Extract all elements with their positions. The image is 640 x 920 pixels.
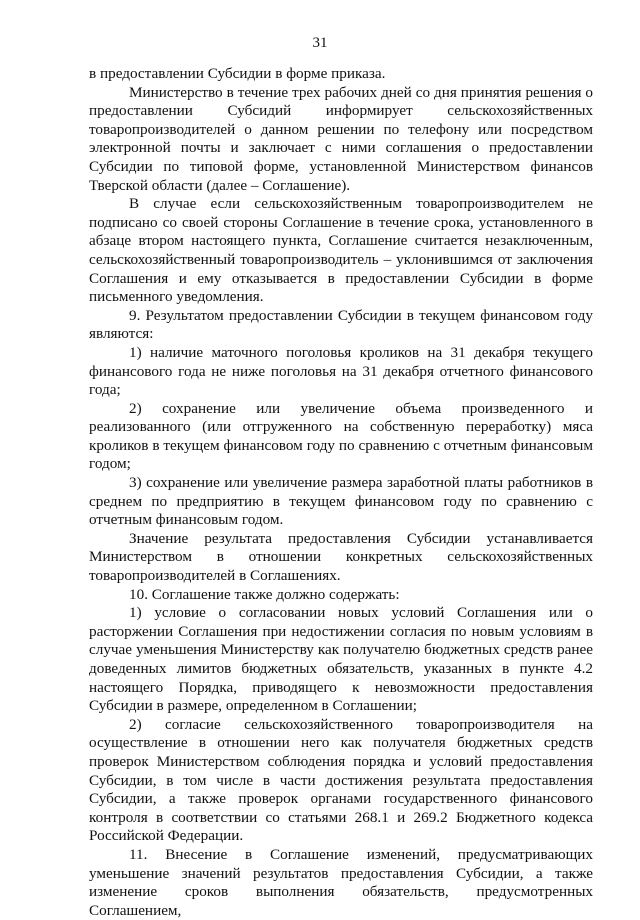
paragraph: В случае если сельскохозяйственным товаропроизводителем не подписано со своей стороны Соглашение в течение срока, установленного в абзаце втором настоящего пункта, Соглашение считается незаключенным, сельскохозяйственный товаропроизводитель – уклонившимся от заключения Соглашения и ему отказывается в предоставлении Субсидии в форме письменного уведомления. bbox=[89, 195, 593, 306]
page-number: 31 bbox=[312, 35, 328, 51]
paragraph: в предоставлении Субсидии в форме приказа. bbox=[89, 65, 386, 82]
paragraph: 2) согласие сельскохозяйственного товаропроизводителя на осуществление в отношении него как получателя бюджетных средств проверок Министерством соблюдения порядка и условий предоставления Субсидии, в том числе в части достижения результата предоставления Субсидии, а также проверок органами государственного финансового контроля в соответствии со статьями 268.1 и 269.2 Бюджетного кодекса Российской Федерации. bbox=[89, 715, 593, 845]
paragraph: 3) сохранение или увеличение размера заработной платы работников в среднем по предприятию в текущем финансовом году по сравнению с отчетным финансовым годом. bbox=[89, 474, 593, 529]
paragraph: 1) условие о согласовании новых условий Соглашения или о расторжении Соглашения при недостижении согласия по новым условиям в случае уменьшения Министерству как получателю бюджетных средств ранее доведенных лимитов бюджетных обязательств, указанных в пункте 4.2 настоящего Порядка, приводящего к невозможности предоставления Субсидии в размере, определенном в Соглашении; bbox=[89, 604, 593, 715]
paragraph: Министерство в течение трех рабочих дней со дня принятия решения о предоставлении Субсидий информирует сельскохозяйственных товаропроизводителей о данном решении по телефону или посредством электронной почты и заключает с ними соглашения о предоставлении Субсидии по типовой форме, установленной Министерством финансов Тверской области (далее – Соглашение). bbox=[89, 83, 593, 194]
paragraph: 2) сохранение или увеличение объема произведенного и реализованного (или отгруженного на собственную переработку) мяса кроликов в текущем финансовом году по сравнению с отчетным финансовым годом; bbox=[89, 399, 593, 473]
paragraph: 9. Результатом предоставлении Субсидии в текущем финансовом году являются: bbox=[89, 306, 593, 343]
paragraph: 11. Внесение в Соглашение изменений, предусматривающих уменьшение значений результатов предоставления Субсидии, а также изменение сроков выполнения обязательств, предусмотренных Соглашением, bbox=[89, 845, 593, 919]
paragraph: 1) наличие маточного поголовья кроликов на 31 декабря текущего финансового года не ниже поголовья на 31 декабря отчетного финансового года; bbox=[89, 343, 593, 399]
document-body bbox=[89, 65, 593, 920]
paragraph: 10. Соглашение также должно содержать: bbox=[129, 585, 400, 603]
paragraph: Значение результата предоставления Субсидии устанавливается Министерством в отношении конкретных сельскохозяйственных товаропроизводителей в Соглашениях. bbox=[89, 529, 593, 585]
